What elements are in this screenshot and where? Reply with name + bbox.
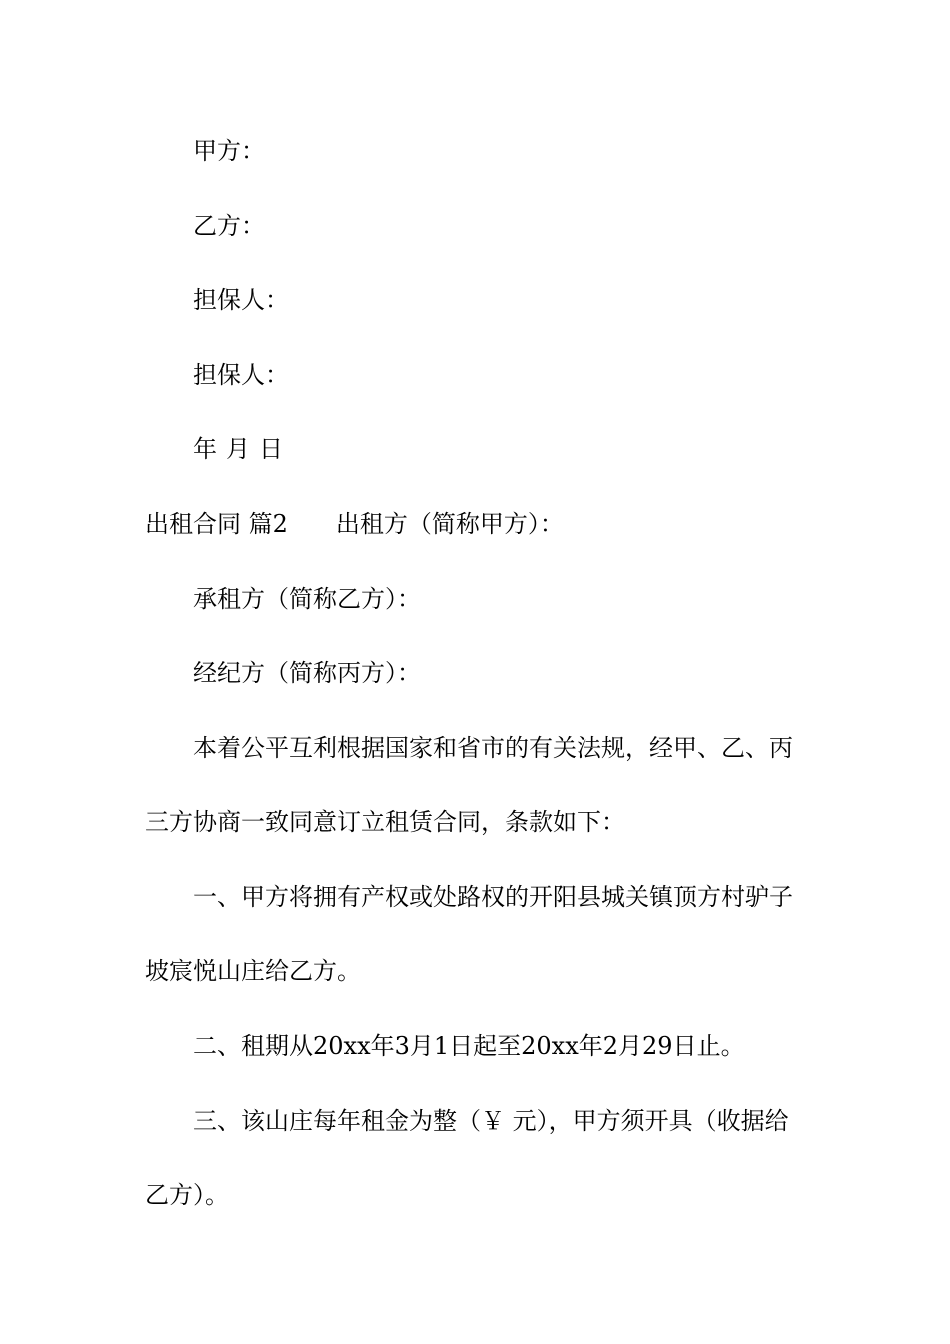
clause-1-line-1: 一、甲方将拥有产权或处路权的开阳县城关镇顶方村驴子 <box>193 883 793 911</box>
date-line <box>193 434 283 464</box>
clause-2-line: 二、租期从20xx年3月1日起至20xx年2月29日止。 <box>193 1032 745 1060</box>
section-heading-line <box>145 509 564 539</box>
clause-1-line-2: 坡宸悦山庄给乙方。 <box>145 957 361 985</box>
lessee-line: 承租方（简称乙方）： <box>193 585 421 613</box>
intro-paragraph-line-1: 本着公平互利根据国家和省市的有关法规，经甲、乙、丙 <box>193 734 793 762</box>
agent-line: 经纪方（简称丙方）： <box>193 659 421 687</box>
clause-3-line-2: 乙方）。 <box>145 1181 229 1209</box>
date-month: 月 <box>226 435 250 463</box>
party-b-line: 乙方： <box>193 212 265 240</box>
intro-paragraph-line-2: 三方协商一致同意订立租赁合同，条款如下： <box>145 808 625 836</box>
lessor-label: 出租方（简称甲方）： <box>335 510 564 538</box>
party-a-line: 甲方： <box>193 137 265 165</box>
date-day: 日 <box>259 435 283 463</box>
date-year: 年 <box>193 435 217 463</box>
clause-3-line-1: 三、该山庄每年租金为整（￥ 元），甲方须开具（收据给 <box>193 1107 789 1135</box>
section-title: 出租合同 篇2 <box>145 510 288 538</box>
guarantor-line-1: 担保人： <box>193 286 289 314</box>
guarantor-line-2: 担保人： <box>193 361 289 389</box>
